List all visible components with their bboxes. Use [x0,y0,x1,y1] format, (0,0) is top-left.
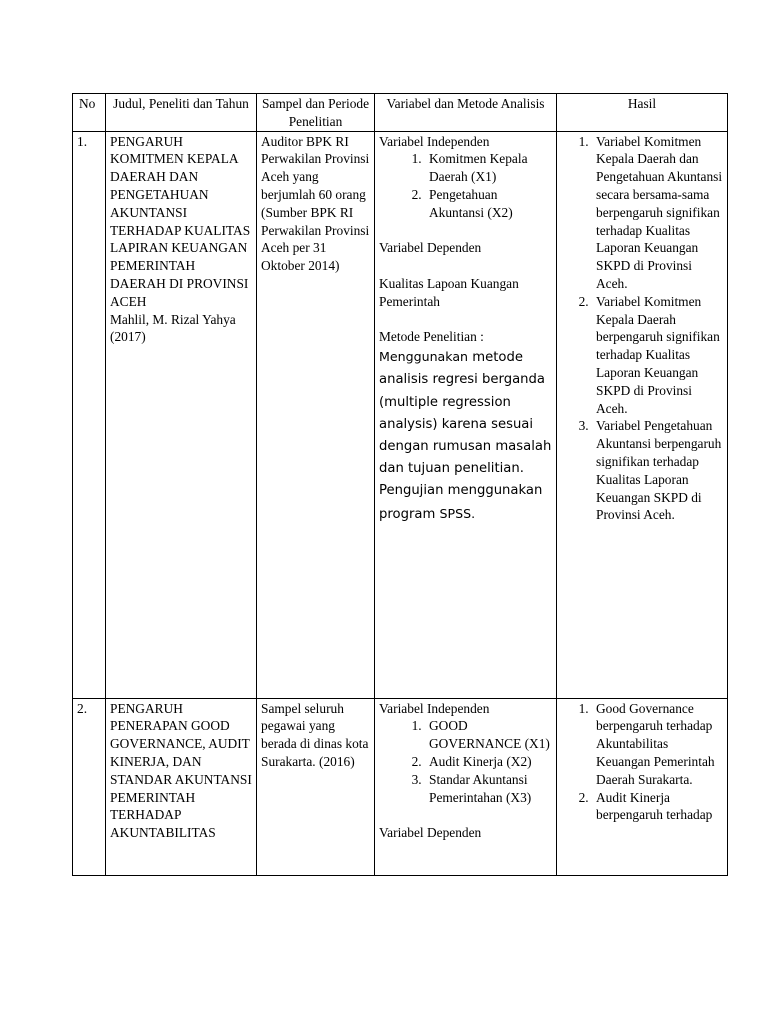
header-variabel: Variabel dan Metode Analisis [375,94,557,132]
method-label: Metode Penelitian : [379,329,484,345]
result-list [561,700,723,825]
method-text: metode analisis regresi berganda (multiple regression analysis) karena sesuai dengan rumusan masalah dan tujuan penelitian. Pengujian menggunakan program [379,350,552,522]
dependent-variable: Kualitas Lapoan Kuangan Pemerintah [379,275,519,309]
header-hasil: Hasil [557,94,728,132]
result-cell [557,698,728,875]
method-suffix: SPSS. [439,505,476,521]
independent-variable-label: Variabel Independen [379,133,490,149]
list-item: 2. Variabel Komitmen Kepala Daerah berpengaruh signifikan terhadap Kualitas Laporan Keuangan SKPD di Provinsi Aceh. [592,293,723,418]
independent-variable-label: Variabel Independen [379,700,490,716]
method-description [379,346,552,526]
study-cell [106,698,257,875]
list-item: 1. Variabel Komitmen Kepala Daerah dan Pengetahuan Akuntansi secara bersama-sama berpengaruh signifikan terhadap Kualitas Laporan Keuangan SKPD di Provinsi Aceh. [592,133,723,293]
header-row [73,94,728,132]
variable-cell [375,698,557,875]
sample-cell: Sampel seluruh pegawai yang berada di dinas kota Surakarta. (2016) [257,698,375,875]
list-item: 3. Standar Akuntansi Pemerintahan (X3) [425,771,552,807]
list-item: 1. Komitmen Kepala Daerah (X1) [425,150,552,186]
study-title: PENGARUH KOMITMEN KEPALA DAERAH DAN PENGETAHUAN AKUNTANSI TERHADAP KUALITAS LAPIRAN KEUANGAN PEMERINTAH DAERAH DI PROVINSI ACEH [110,133,251,309]
independent-variable-list [379,150,552,221]
dependent-variable-label: Variabel Dependen [379,825,482,841]
row-number: 1. [73,131,106,698]
variable-cell [375,131,557,698]
independent-variable-list [379,717,552,806]
result-cell [557,131,728,698]
study-year: (2017) [110,329,146,345]
list-item: 3. Variabel Pengetahuan Akuntansi berpengaruh signifikan terhadap Kualitas Laporan Keuangan SKPD di Provinsi Aceh. [592,417,723,524]
study-title: PENGARUH PENERAPAN GOOD GOVERNANCE, AUDIT KINERJA, DAN STANDAR AKUNTANSI PEMERINTAH TERHADAP AKUNTABILITAS [110,700,252,841]
result-list [561,133,723,525]
method-prefix: Menggunakan [379,349,469,365]
list-item: 2. Audit Kinerja (X2) [425,753,552,771]
list-item: 1. Good Governance berpengaruh terhadap Akuntabilitas Keuangan Pemerintah Daerah Surakarta. [592,700,723,789]
table-row [73,698,728,875]
header-judul: Judul, Peneliti dan Tahun [106,94,257,132]
study-authors: Mahlil, M. Rizal Yahya [110,311,236,327]
list-item: 2. Pengetahuan Akuntansi (X2) [425,186,552,222]
header-no: No [73,94,106,132]
table-row [73,131,728,698]
dependent-variable-label: Variabel Dependen [379,240,482,256]
list-item: 1. GOOD GOVERNANCE (X1) [425,717,552,753]
row-number: 2. [73,698,106,875]
sample-cell: Auditor BPK RI Perwakilan Provinsi Aceh yang berjumlah 60 orang (Sumber BPK RI Perwakilan Provinsi Aceh per 31 Oktober 2014) [257,131,375,698]
header-sampel: Sampel dan Periode Penelitian [257,94,375,132]
literature-table [72,93,728,876]
study-cell [106,131,257,698]
list-item: 2. Audit Kinerja berpengaruh terhadap [592,789,723,825]
